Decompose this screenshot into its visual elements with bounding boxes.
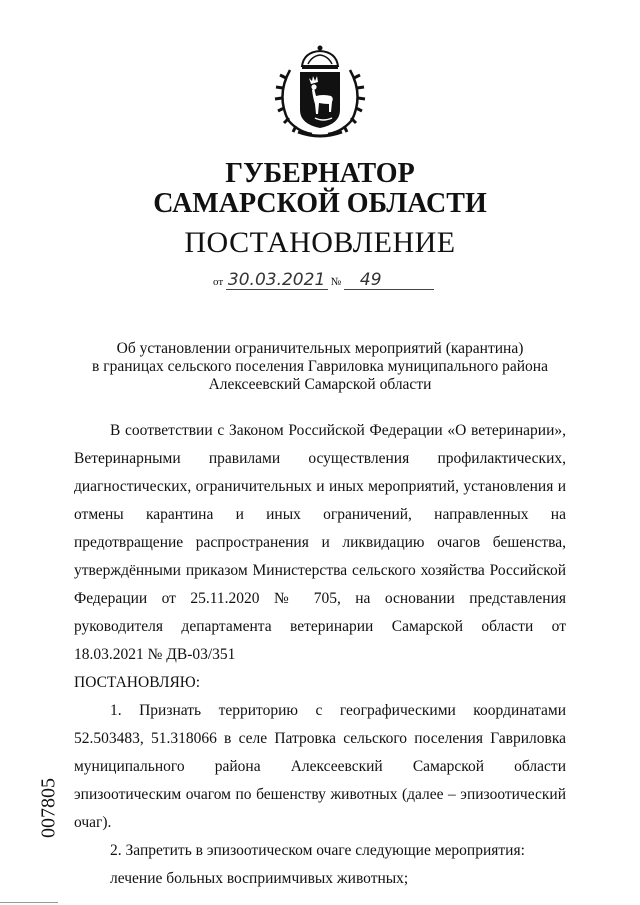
samara-emblem-icon	[268, 40, 372, 144]
preamble-paragraph: В соответствии с Законом Российской Федерации «О ветеринарии», Ветеринарными правилами осуществления профилактических, диагностических, ограничительных и иных мероприятий, установления и отмены карантина и иных ограничений, направленных на предотвращение распространения и ликвидацию очагов бешенства, утверждёнными приказом Министерства сельского хозяйства Российской Федерации от 25.11.2020 № 705, на основании представления руководителя департамента ветеринарии Самарской области от 18.03.2021 № ДВ-03/351	[74, 422, 566, 663]
clause-1: 1. Признать территорию с географическими координатами 52.503483, 51.318066 в селе Патровка сельского поселения Гавриловка муниципального района Алексеевский Самарской области эпизоотическим очагом по бешенству животных (далее – эпизоотический очаг).	[74, 702, 566, 831]
date-label: от	[213, 276, 224, 288]
margin-serial-number	[34, 768, 64, 848]
document-body	[74, 417, 566, 893]
issuer-title-line2: САМАРСКОЙ ОБЛАСТИ	[153, 188, 487, 219]
subject-line: Алексеевский Самарской области	[208, 376, 432, 393]
coat-of-arms-emblem	[268, 40, 372, 144]
scan-edge-mark	[0, 902, 58, 903]
document-type: ПОСТАНОВЛЕНИЕ	[184, 226, 456, 259]
date-value: 30.03.2021	[226, 272, 328, 290]
serial-number-text: 007805	[37, 778, 60, 838]
date-number-line	[213, 272, 434, 290]
document-subject	[60, 340, 580, 394]
number-label: №	[330, 276, 342, 288]
clause-2: 2. Запретить в эпизоотическом очаге следующие мероприятия:	[110, 842, 525, 859]
resolve-keyword: ПОСТАНОВЛЯЮ:	[74, 674, 201, 691]
subject-line: в границах сельского поселения Гавриловка муниципального района	[92, 358, 548, 375]
issuer-title-line1: ГУБЕРНАТОР	[225, 158, 415, 189]
subject-line: Об установлении ограничительных мероприятий (карантина)	[116, 340, 524, 357]
clause-2-subitem: лечение больных восприимчивых животных;	[110, 870, 409, 887]
number-value: 49	[344, 272, 434, 290]
